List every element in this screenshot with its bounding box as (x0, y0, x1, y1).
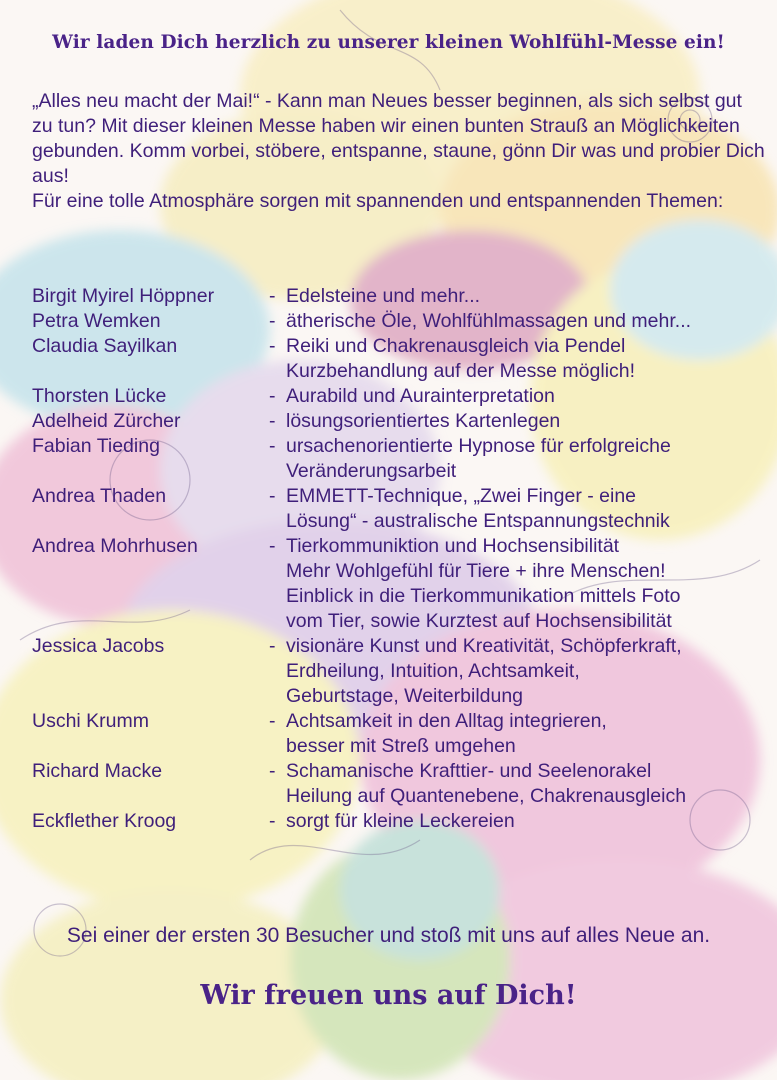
topic-line: visionäre Kunst und Kreativität, Schöpferkraft, (286, 635, 682, 657)
intro-paragraph: Für eine tolle Atmosphäre sorgen mit spannenden und entspannenden Themen: (32, 190, 724, 212)
exhibitor-topic (286, 409, 774, 434)
topic-line: Mehr Wohlgefühl für Tiere + ihre Menschen! (286, 560, 666, 582)
topic-line: Erdheilung, Intuition, Achtsamkeit, (286, 660, 580, 682)
exhibitor-topic (286, 809, 774, 834)
exhibitor-name: Birgit Myirel Höppner (32, 285, 215, 307)
exhibitor-topic (286, 709, 774, 759)
dash-separator: - (269, 485, 276, 507)
offer-text: Sei einer der ersten 30 Besucher und stoß mit uns auf alles Neue an. (66, 924, 711, 947)
dash-separator: - (269, 760, 276, 782)
topic-line: Geburtstage, Weiterbildung (286, 685, 524, 707)
dash-separator: - (269, 285, 276, 307)
intro-text (32, 89, 767, 214)
topic-line: Achtsamkeit in den Alltag integrieren, (286, 710, 607, 732)
topic-line: ursachenorientierte Hypnose für erfolgreiche (286, 435, 671, 457)
dash-separator: - (269, 335, 276, 357)
topic-line: EMMETT-Technique, „Zwei Finger - eine (286, 485, 637, 507)
topic-line: Aurabild und Aurainterpretation (286, 385, 555, 407)
exhibitor-name: Adelheid Zürcher (32, 410, 181, 432)
exhibitor-topic (286, 434, 774, 484)
exhibitor-name: Andrea Thaden (32, 485, 167, 507)
closing-line: Wir freuen uns auf Dich! (200, 980, 577, 1011)
exhibitor-topic (286, 534, 774, 634)
exhibitor-name: Thorsten Lücke (32, 385, 167, 407)
topic-line: Einblick in die Tierkommunikation mittels Foto (286, 585, 681, 607)
exhibitor-name: Andrea Mohrhusen (32, 535, 198, 557)
topic-line: Schamanische Krafttier- und Seelenorakel (286, 760, 652, 782)
exhibitor-topic (286, 759, 774, 809)
topic-line: Edelsteine und mehr... (286, 285, 481, 307)
exhibitor-name: Jessica Jacobs (32, 635, 165, 657)
dash-separator: - (269, 410, 276, 432)
topic-line: Lösung“ - australische Entspannungstechnik (286, 510, 670, 532)
topic-line: sorgt für kleine Leckereien (286, 810, 515, 832)
exhibitor-topic (286, 284, 774, 309)
dash-separator: - (269, 310, 276, 332)
exhibitor-topic (286, 334, 774, 384)
exhibitor-topic (286, 309, 774, 334)
exhibitor-name: Richard Macke (32, 760, 163, 782)
exhibitor-name: Petra Wemken (32, 310, 161, 332)
topic-line: Tierkommuniktion und Hochsensibilität (286, 535, 620, 557)
exhibitor-topic (286, 384, 774, 409)
topic-line: Heilung auf Quantenebene, Chakrenausgleich (286, 785, 687, 807)
exhibitor-topic (286, 634, 774, 709)
dash-separator: - (269, 385, 276, 407)
topic-line: besser mit Streß umgehen (286, 735, 516, 757)
exhibitor-name: Fabian Tieding (32, 435, 160, 457)
headline: Wir laden Dich herzlich zu unserer kleinen Wohlfühl-Messe ein! (52, 32, 725, 53)
dash-separator: - (269, 710, 276, 732)
topic-line: lösungsorientiertes Kartenlegen (286, 410, 561, 432)
dash-separator: - (269, 635, 276, 657)
topic-line: ätherische Öle, Wohlfühlmassagen und mehr... (286, 310, 692, 332)
dash-separator: - (269, 810, 276, 832)
topic-line: vom Tier, sowie Kurztest auf Hochsensibilität (286, 610, 672, 632)
topic-line: Kurzbehandlung auf der Messe möglich! (286, 360, 636, 382)
exhibitor-name: Claudia Sayilkan (32, 335, 178, 357)
intro-paragraph: „Alles neu macht der Mai!“ - Kann man Neues besser beginnen, als sich selbst gut zu tun? Mit dieser kleinen Messe haben wir einen bunten Strauß an Möglichkeiten gebunden. Komm vorbei, stöbere, entspanne, staune, gönn Dir was und probier Dich aus! (32, 90, 765, 187)
exhibitor-name: Uschi Krumm (32, 710, 150, 732)
dash-separator: - (269, 435, 276, 457)
topic-line: Reiki und Chakrenausgleich via Pendel (286, 335, 626, 357)
topic-line: Veränderungsarbeit (286, 460, 457, 482)
exhibitor-name: Eckflether Kroog (32, 810, 177, 832)
exhibitor-topic (286, 484, 774, 534)
dash-separator: - (269, 535, 276, 557)
